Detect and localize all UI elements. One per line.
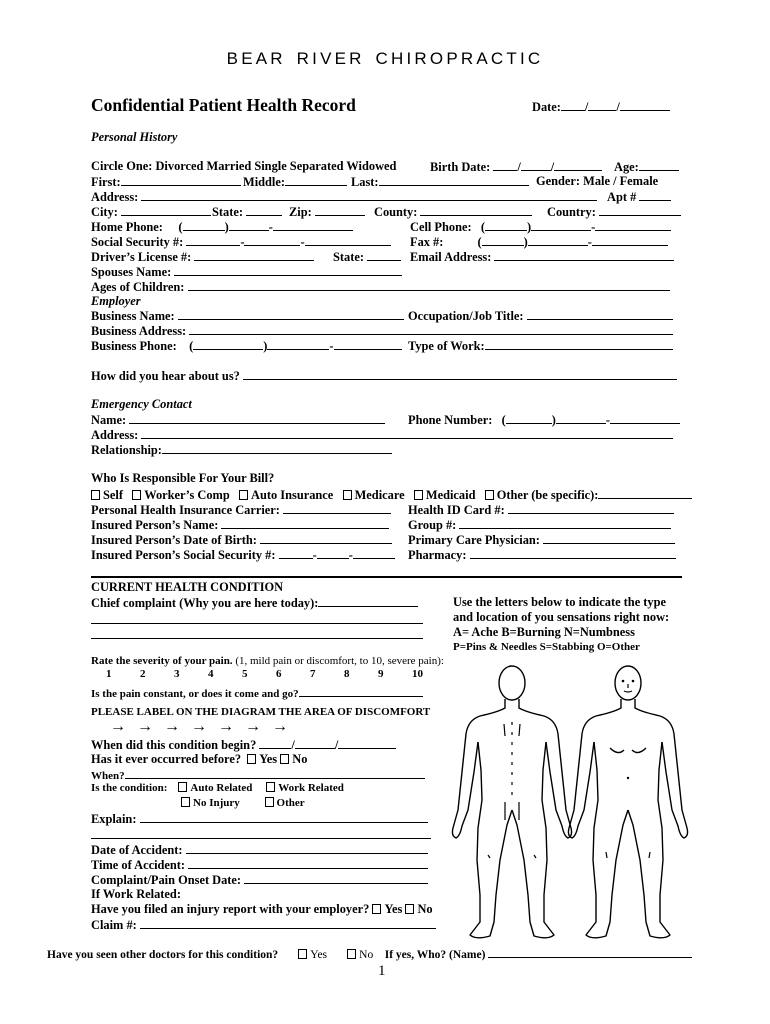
checkbox-icon <box>414 490 423 500</box>
arrow-right-icon: → <box>191 718 207 735</box>
scale-3[interactable]: 3 <box>174 668 180 680</box>
scale-1[interactable]: 1 <box>106 668 112 680</box>
pharmacy-field[interactable]: Pharmacy: <box>408 547 676 563</box>
cell-phone-field[interactable]: Cell Phone: ( ) - <box>410 219 671 235</box>
checkbox-icon <box>132 490 141 500</box>
bill-option-other[interactable]: Other (be specific): <box>485 488 693 502</box>
severity-label: Rate the severity of your pain. (1, mild pain or discomfort, to 10, severe pain): <box>91 655 444 667</box>
when-field[interactable]: When? <box>91 767 425 784</box>
first-name-field[interactable]: First: <box>91 174 241 190</box>
section-employer: Employer <box>91 294 141 308</box>
condition-type-row-1: Is the condition: Auto Related Work Related <box>91 782 344 794</box>
occupation-field[interactable]: Occupation/Job Title: <box>408 308 673 324</box>
time-accident-field[interactable]: Time of Accident: <box>91 857 428 873</box>
emergency-phone-field[interactable]: Phone Number: ( ) - <box>408 412 680 428</box>
explain-line-2[interactable] <box>91 827 431 843</box>
fax-field[interactable]: Fax #: ( ) - <box>410 234 668 250</box>
no-injury-option[interactable]: No Injury <box>181 797 240 809</box>
age-field[interactable]: Age: <box>614 159 679 175</box>
checkbox-icon <box>280 754 289 764</box>
insured-name-field[interactable]: Insured Person’s Name: <box>91 517 389 533</box>
city-field[interactable]: City: <box>91 204 211 220</box>
occurred-yes-option[interactable]: Yes <box>247 752 277 766</box>
primary-physician-field[interactable]: Primary Care Physician: <box>408 532 675 548</box>
health-id-field[interactable]: Health ID Card #: <box>408 502 674 518</box>
explain-field[interactable]: Explain: <box>91 811 428 827</box>
last-name-field[interactable]: Last: <box>351 174 529 190</box>
business-address-field[interactable]: Business Address: <box>91 323 673 339</box>
checkbox-icon <box>372 904 381 914</box>
business-name-field[interactable]: Business Name: <box>91 308 404 324</box>
scale-9[interactable]: 9 <box>378 668 384 680</box>
checkbox-icon <box>405 904 414 914</box>
home-phone-field[interactable]: Home Phone: ( ) - <box>91 219 353 235</box>
arrow-right-icon: → <box>164 718 180 735</box>
children-ages-field[interactable]: Ages of Children: <box>91 279 670 295</box>
bill-option-workers-comp[interactable]: Worker’s Comp <box>132 488 229 502</box>
insurance-carrier-field[interactable]: Personal Health Insurance Carrier: <box>91 502 391 518</box>
letters-instruction-2: and location of you sensations right now: <box>453 610 670 624</box>
scale-10[interactable]: 10 <box>412 668 423 680</box>
spouse-name-field[interactable]: Spouses Name: <box>91 264 402 280</box>
other-doctors-no[interactable]: No <box>347 949 373 961</box>
ssn-field[interactable]: Social Security #: - - <box>91 234 391 250</box>
section-divider <box>91 576 682 578</box>
checkbox-icon <box>91 490 100 500</box>
date-field[interactable]: Date: / / <box>532 99 670 115</box>
label-diagram-instruction: PLEASE LABEL ON THE DIAGRAM THE AREA OF DISCOMFORT <box>91 706 431 718</box>
checkbox-icon <box>181 797 190 807</box>
letters-legend-2: P=Pins & Needles S=Stabbing O=Other <box>453 641 640 653</box>
body-diagram-back[interactable] <box>450 660 580 945</box>
other-doctors-yes[interactable]: Yes <box>298 949 327 961</box>
license-state-field[interactable]: State: <box>333 249 401 265</box>
chief-complaint-field[interactable]: Chief complaint (Why you are here today): <box>91 595 418 611</box>
other-doctors-row: Have you seen other doctors for this condition? Yes No If yes, Who? (Name) <box>47 946 692 963</box>
work-related-option[interactable]: Work Related <box>266 782 344 794</box>
county-field[interactable]: County: <box>374 204 532 220</box>
body-diagram-front[interactable] <box>566 660 696 945</box>
scale-8[interactable]: 8 <box>344 668 350 680</box>
date-accident-field[interactable]: Date of Accident: <box>91 842 428 858</box>
other-condition-option[interactable]: Other <box>265 797 305 809</box>
occurred-before-row: Has it ever occurred before? Yes No <box>91 752 308 766</box>
bill-option-auto-insurance[interactable]: Auto Insurance <box>239 488 333 502</box>
scale-4[interactable]: 4 <box>208 668 214 680</box>
bill-options-row <box>91 487 692 503</box>
checkbox-icon <box>265 797 274 807</box>
if-work-related-label: If Work Related: <box>91 887 181 901</box>
birth-date-field[interactable]: Birth Date: / / <box>430 159 602 175</box>
group-field[interactable]: Group #: <box>408 517 671 533</box>
occurred-no-option[interactable]: No <box>280 752 307 766</box>
letters-legend-1: A= Ache B=Burning N=Numbness <box>453 625 635 639</box>
who-responsible-label: Who Is Responsible For Your Bill? <box>91 471 275 485</box>
scale-6[interactable]: 6 <box>276 668 282 680</box>
injury-report-row: Have you filed an injury report with your employer? Yes No <box>91 902 433 916</box>
section-current-health: CURRENT HEALTH CONDITION <box>91 580 284 594</box>
checkbox-icon <box>485 490 494 500</box>
auto-related-option[interactable]: Auto Related <box>178 782 252 794</box>
zip-field[interactable]: Zip: <box>289 204 365 220</box>
form-title: Confidential Patient Health Record <box>91 95 356 115</box>
page-number: 1 <box>378 963 386 979</box>
relationship-field[interactable]: Relationship: <box>91 442 392 458</box>
bill-option-self[interactable]: Self <box>91 488 123 502</box>
injury-report-no[interactable]: No <box>405 902 432 916</box>
injury-report-yes[interactable]: Yes <box>372 902 402 916</box>
insured-ssn-field[interactable]: Insured Person’s Social Security #: - - <box>91 547 395 563</box>
address-field[interactable]: Address: <box>91 189 597 205</box>
middle-name-field[interactable]: Middle: <box>243 174 347 190</box>
checkbox-icon <box>343 490 352 500</box>
pain-constant-field[interactable]: Is the pain constant, or does it come and go? <box>91 685 423 702</box>
insured-dob-field[interactable]: Insured Person’s Date of Birth: <box>91 532 392 548</box>
scale-2[interactable]: 2 <box>140 668 146 680</box>
email-field[interactable]: Email Address: <box>410 249 674 265</box>
condition-type-row-2 <box>181 796 305 811</box>
scale-7[interactable]: 7 <box>310 668 316 680</box>
clinic-name: BEAR RIVER CHIROPRACTIC <box>226 49 544 68</box>
arrow-row <box>110 719 299 735</box>
how-heard-field[interactable]: How did you hear about us? <box>91 368 677 384</box>
onset-date-field[interactable]: Complaint/Pain Onset Date: <box>91 872 428 888</box>
checkbox-icon <box>239 490 248 500</box>
checkbox-icon <box>247 754 256 764</box>
type-of-work-field[interactable]: Type of Work: <box>408 338 673 354</box>
chief-complaint-line-2[interactable] <box>91 612 423 628</box>
arrow-right-icon: → <box>245 718 261 735</box>
emergency-name-field[interactable]: Name: <box>91 412 385 428</box>
bill-option-medicaid[interactable]: Medicaid <box>414 488 476 502</box>
arrow-right-icon: → <box>110 718 126 735</box>
section-emergency-contact: Emergency Contact <box>91 397 192 411</box>
state-field[interactable]: State: <box>212 204 282 220</box>
severity-scale[interactable] <box>106 667 446 682</box>
scale-5[interactable]: 5 <box>242 668 248 680</box>
drivers-license-field[interactable]: Driver’s License #: <box>91 249 314 265</box>
country-field[interactable]: Country: <box>547 204 681 220</box>
section-personal-history: Personal History <box>91 130 178 144</box>
emergency-address-field[interactable]: Address: <box>91 427 673 443</box>
checkbox-icon <box>347 949 356 959</box>
apt-field[interactable]: Apt # <box>607 189 671 205</box>
arrow-right-icon: → <box>218 718 234 735</box>
chief-complaint-line-3[interactable] <box>91 627 423 643</box>
bill-option-medicare[interactable]: Medicare <box>343 488 405 502</box>
gender-field[interactable]: Gender: Male / Female <box>536 174 659 188</box>
arrow-right-icon: → <box>137 718 153 735</box>
checkbox-icon <box>298 949 307 959</box>
claim-field[interactable]: Claim #: <box>91 917 436 933</box>
business-phone-field[interactable]: Business Phone: ( ) - <box>91 338 402 354</box>
arrow-right-icon: → <box>272 718 288 735</box>
condition-began-field[interactable]: When did this condition begin? / / <box>91 737 396 753</box>
letters-instruction-1: Use the letters below to indicate the type <box>453 595 667 609</box>
checkbox-icon <box>266 782 275 792</box>
marital-status-row[interactable]: Circle One: Divorced Married Single Separated Widowed <box>91 159 397 173</box>
checkbox-icon <box>178 782 187 792</box>
